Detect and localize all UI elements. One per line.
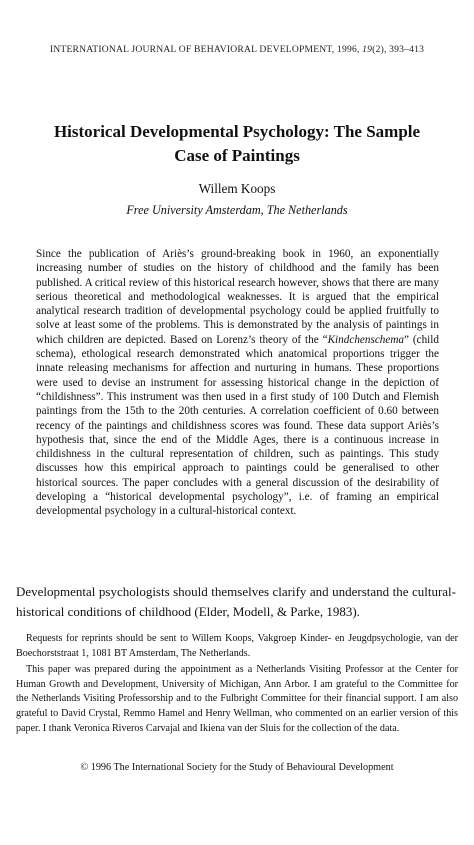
footnotes — [16, 632, 458, 736]
abstract-text-end: ” (child schema), ethological research demonstrated which anatomical proportions trigger the innate releasing mechanisms for affection and nurturing in humans. These proportions were used to devise an instrument for assessing historical change in the depiction of “childishness”. This instrument was then used in a first study of 100 Dutch and Flemish paintings from the 15th to the 20th centuries. A correlation coefficient of 0.60 between recency of the paintings and childishness scores was found. These data support Ariès’s hypothesis that, since the end of the Middle Ages, there is a continuous increase in childishness in the cultural representation of children, such as paintings. This study discusses how this empirical approach to paintings could be generalised to other historical sources. The paper concludes with a general discussion of the desirability of developing a “historical developmental psychology”, i.e. of framing an empirical developmental psychology in a cultural-historical context. — [36, 333, 439, 518]
abstract — [36, 247, 439, 519]
copyright-line: © 1996 The International Society for the Study of Behavioural Development — [80, 762, 394, 773]
author-name: Willem Koops — [198, 181, 276, 196]
article-title-line-2: Case of Paintings — [174, 146, 300, 165]
journal-header — [0, 44, 474, 55]
article-title-line-1: Historical Developmental Psychology: The Sample — [53, 122, 421, 141]
footnote-acknowledgements: This paper was prepared during the appointment as a Netherlands Visiting Professor at the Center for Human Growth and Development, University of Michigan, Ann Arbor. I am grateful to the Committee for the Netherlands Visiting Professorship and to the Fulbright Committee for their financial support. I am also grateful to David Crystal, Remmo Hamel and Henry Wellman, who commented on an earlier version of this paper. I thank Veronica Riveros Carvajal and Ikiena van der Sluis for the collection of the data. — [16, 664, 458, 734]
abstract-text-start: Since the publication of Ariès’s ground-breaking book in 1960, an exponentially increasing number of studies on the history of childhood and the family has been published. A critical review of this historical research however, shows that there are many serious theoretical and methodological weaknesses. It is argued that the empirical analytical research tradition of developmental psychology could be applied fruitfully to solve at least some of the problems. This is demonstrated by the analysis of paintings in which children are depicted. Based on Lorenz’s theory of the “ — [36, 248, 439, 346]
footnote-reprints: Requests for reprints should be sent to Willem Koops, Vakgroep Kinder- en Jeugdpsychologie, van der Boechorststraat 1, 1081 BT Amsterdam, The Netherlands. — [16, 633, 458, 659]
intro-paragraph: Developmental psychologists should themselves clarify and understand the cultural-historical conditions of childhood (Elder, Modell, & Parke, 1983). — [16, 584, 456, 619]
journal-volume: 19 — [362, 44, 373, 55]
abstract-term: Kindchenschema — [327, 333, 405, 346]
journal-name: INTERNATIONAL JOURNAL OF BEHAVIORAL DEVELOPMENT, 1996, — [49, 44, 360, 55]
journal-pages: (2), 393–413 — [372, 44, 425, 55]
article-title — [30, 120, 444, 168]
author-affiliation: Free University Amsterdam, The Netherlands — [126, 203, 348, 217]
